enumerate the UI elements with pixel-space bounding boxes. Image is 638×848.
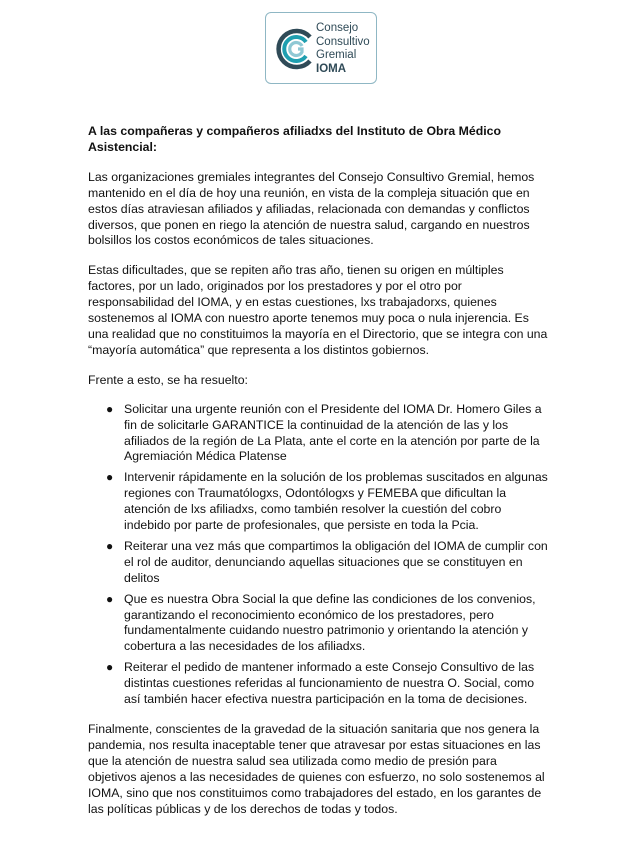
paragraph-1: Las organizaciones gremiales integrantes del Consejo Consultivo Gremial, hemos mantenido en el día de hoy una reunión, en vista de la compleja situación que en estos días atraviesan afiliados y afiliadas, relacionada con demandas y conflictos diversos, que ponen en riego la atención de nuestra salud, cargando en nuestros bolsillos los costos económicos de tales situaciones.: [88, 169, 535, 248]
list-item: [106, 660, 548, 708]
closing-paragraph: Finalmente, conscientes de la gravedad de la situación sanitaria que nos genera la pandemia, nos resulta inaceptable tener que atravesar por estas situaciones en las que la atención de nuestra salud sea utilizada como medio de presión para objetivos ajenos a las necesidades de quienes con esfuerzo, no solo sostenemos al IOMA, sino que nos constituimos como trabajadores del estado, en los garantes de las políticas públicas y de los derechos de todas y todos.: [88, 722, 545, 816]
ccg-logo-mark-icon: [272, 25, 320, 73]
resolutions-list: [88, 402, 548, 708]
paragraph-3: Frente a esto, se ha resuelto:: [88, 372, 248, 387]
letter-body: [88, 124, 548, 831]
logo-line-2: Consultivo: [316, 35, 370, 48]
letter-heading: A las compañeras y compañeros afiliadxs del Instituto de Obra Médico Asistencial:: [88, 124, 501, 154]
list-item: [106, 591, 548, 656]
list-item-text: Solicitar una urgente reunión con el Presidente del IOMA Dr. Homero Giles a fin de solicitarle GARANTICE la continuidad de la atención de las y los afiliados de la región de La Plata, ante el corte en la atención por parte de la Agremiación Médica Platense: [124, 401, 542, 464]
logo-wordmark: [316, 22, 370, 76]
list-item-text: Reiterar el pedido de mantener informado a este Consejo Consultivo de las distintas cuestiones referidas al funcionamiento de nuestra O. Social, como así también hacer efectiva nuestra participación en la toma de decisiones.: [124, 660, 535, 707]
list-item: [106, 470, 548, 534]
list-item-text: Reiterar una vez más que compartimos la obligación del IOMA de cumplir con el rol de auditor, denunciando aquellas situaciones que se constituyen en delitos: [124, 538, 548, 585]
list-item: [106, 538, 548, 587]
list-item-text: Que es nuestra Obra Social la que define las condiciones de los convenios, garantizando el reconocimiento económico de los prestadores, pero fundamentalmente cuidando nuestro patrimonio y orientando la atención y cobertura a las necesidades de los afiliadxs.: [124, 591, 536, 654]
logo-line-4: IOMA: [316, 62, 347, 75]
logo: [265, 12, 377, 84]
bullet-icon: ●: [106, 538, 114, 553]
logo-line-1: Consejo: [316, 22, 359, 34]
bullet-icon: ●: [106, 660, 114, 675]
bullet-icon: ●: [106, 401, 114, 416]
list-item-text: Intervenir rápidamente en la solución de los problemas suscitados en algunas regiones con Traumatólogxs, Odontólogxs y FEMEBA que dificultan la atención de lxs afiliadxs, como también resolver la cuestión del cobro indebido por parte de profesionales, que persiste en toda la Pcia.: [124, 470, 548, 533]
bullet-icon: ●: [106, 591, 114, 606]
list-item: [106, 401, 548, 466]
paragraph-2: Estas dificultades, que se repiten año tras año, tienen su origen en múltiples factores, por un lado, originados por los prestadores y por el otro por responsabilidad del IOMA, y en estas cuestiones, lxs trabajadorxs, quienes sostenemos al IOMA con nuestro aporte tenemos muy poca o nula injerencia. Es una realidad que no constituimos la mayoría en el Directorio, que se integra con una “mayoría automática” que representa a los distintos gobiernos.: [88, 263, 548, 357]
bullet-icon: ●: [106, 470, 114, 485]
logo-line-3: Gremial: [316, 49, 357, 61]
